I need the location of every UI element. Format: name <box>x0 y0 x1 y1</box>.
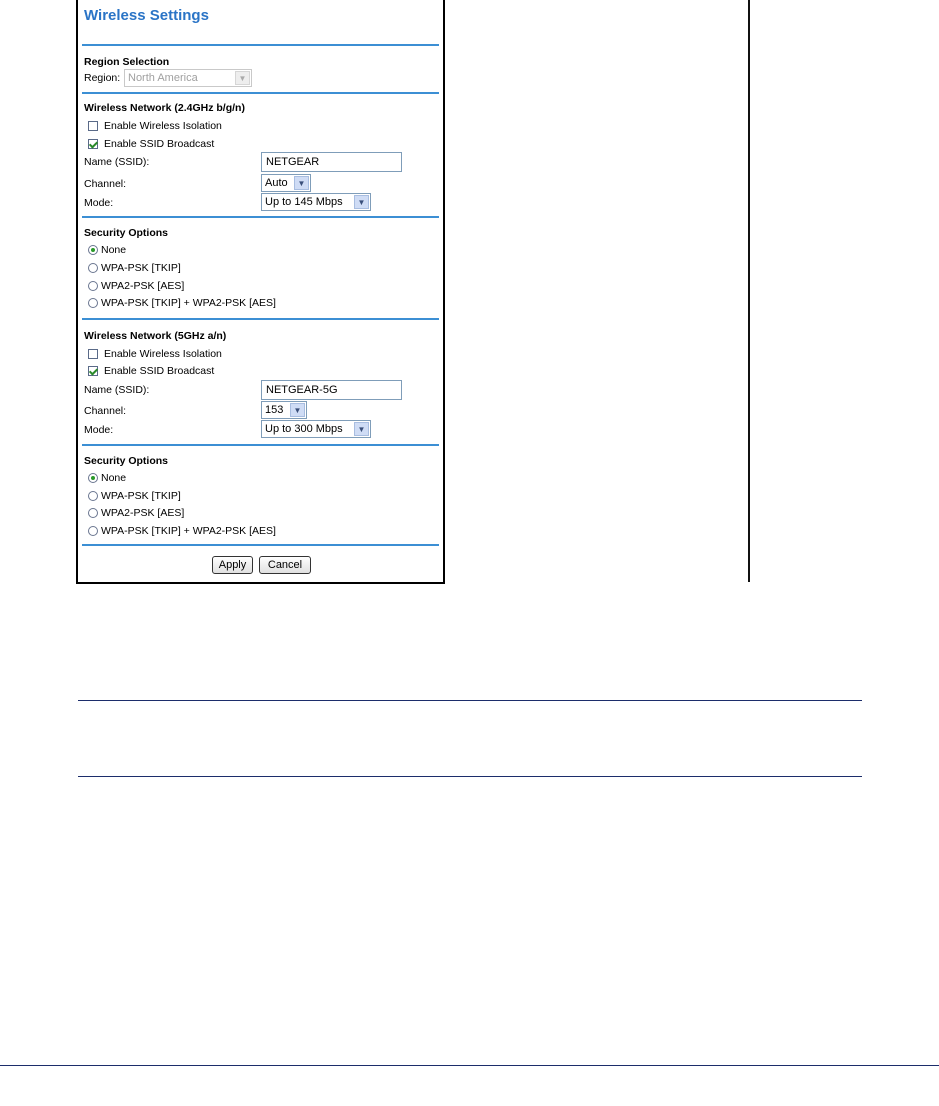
net5-ssid-input[interactable]: NETGEAR-5G <box>261 380 402 400</box>
net5-isolation-label: Enable Wireless Isolation <box>104 348 222 360</box>
net24-isolation-checkbox[interactable] <box>88 121 98 131</box>
net24-heading: Wireless Network (2.4GHz b/g/n) <box>84 102 245 114</box>
region-label: Region: <box>84 72 121 84</box>
net5-isolation-row[interactable] <box>88 348 222 360</box>
net24-mode-select[interactable] <box>261 193 371 211</box>
sec5-radio-none[interactable] <box>88 473 98 483</box>
sec24-radio-none[interactable] <box>88 245 98 255</box>
sec5-heading: Security Options <box>84 455 169 467</box>
sec5-option-label: WPA-PSK [TKIP] <box>101 490 181 502</box>
section-divider <box>82 444 439 446</box>
sec24-option-none[interactable] <box>88 244 126 256</box>
note-rule-top <box>78 700 862 701</box>
net24-isolation-row[interactable] <box>88 120 222 132</box>
chevron-down-icon: ▼ <box>354 422 369 436</box>
section-divider <box>82 216 439 218</box>
section-divider <box>82 544 439 546</box>
sec24-radio-wpa-tkip[interactable] <box>88 263 98 273</box>
sec24-radio-wpa2-aes[interactable] <box>88 281 98 291</box>
net24-broadcast-row[interactable] <box>88 138 214 150</box>
sec24-option-wpa2-aes[interactable] <box>88 280 184 292</box>
page-edge-bar <box>748 0 750 582</box>
region-select[interactable] <box>124 69 252 87</box>
section-divider <box>82 318 439 320</box>
sec5-option-label: WPA2-PSK [AES] <box>101 507 185 519</box>
net24-broadcast-checkbox[interactable] <box>88 139 98 149</box>
note-rule-bottom <box>78 776 862 777</box>
cancel-button[interactable]: Cancel <box>259 556 311 574</box>
region-select-value: North America <box>128 72 198 84</box>
net5-broadcast-label: Enable SSID Broadcast <box>104 365 215 377</box>
net5-channel-label: Channel: <box>84 405 127 417</box>
sec24-option-label: WPA2-PSK [AES] <box>101 280 185 292</box>
sec5-option-label: None <box>101 472 127 484</box>
net5-isolation-checkbox[interactable] <box>88 349 98 359</box>
net5-ssid-label: Name (SSID): <box>84 384 150 396</box>
net24-isolation-label: Enable Wireless Isolation <box>104 120 222 132</box>
apply-button[interactable]: Apply <box>212 556 253 574</box>
sec5-radio-mixed[interactable] <box>88 526 98 536</box>
sec5-option-label: WPA-PSK [TKIP] + WPA2-PSK [AES] <box>101 525 276 537</box>
chevron-down-icon: ▼ <box>294 176 309 190</box>
chevron-down-icon: ▼ <box>354 195 369 209</box>
sec24-option-mixed[interactable] <box>88 297 276 309</box>
chevron-down-icon: ▼ <box>290 403 305 417</box>
sec5-radio-wpa-tkip[interactable] <box>88 491 98 501</box>
net5-mode-value: Up to 300 Mbps <box>265 423 343 435</box>
net5-mode-label: Mode: <box>84 424 114 436</box>
section-divider <box>82 92 439 94</box>
sec24-option-wpa-tkip[interactable] <box>88 262 181 274</box>
net24-channel-select[interactable] <box>261 174 311 192</box>
net24-channel-label: Channel: <box>84 178 127 190</box>
sec5-option-mixed[interactable] <box>88 525 276 537</box>
net5-heading: Wireless Network (5GHz a/n) <box>84 330 227 342</box>
wireless-settings-panel <box>76 0 445 584</box>
net5-channel-select[interactable] <box>261 401 307 419</box>
net5-mode-select[interactable] <box>261 420 371 438</box>
net24-mode-label: Mode: <box>84 197 114 209</box>
sec24-heading: Security Options <box>84 227 169 239</box>
sec24-option-label: None <box>101 244 127 256</box>
region-heading: Region Selection <box>84 56 170 68</box>
sec5-option-none[interactable] <box>88 472 126 484</box>
sec24-option-label: WPA-PSK [TKIP] <box>101 262 181 274</box>
net24-ssid-label: Name (SSID): <box>84 156 150 168</box>
net24-broadcast-label: Enable SSID Broadcast <box>104 138 215 150</box>
sec5-option-wpa-tkip[interactable] <box>88 490 181 502</box>
net5-broadcast-row[interactable] <box>88 365 214 377</box>
net5-channel-value: 153 <box>265 404 284 416</box>
section-divider <box>82 44 439 46</box>
sec5-radio-wpa2-aes[interactable] <box>88 508 98 518</box>
net24-ssid-input[interactable]: NETGEAR <box>261 152 402 172</box>
net24-mode-value: Up to 145 Mbps <box>265 196 343 208</box>
sec24-radio-mixed[interactable] <box>88 298 98 308</box>
net24-channel-value: Auto <box>265 177 288 189</box>
sec24-option-label: WPA-PSK [TKIP] + WPA2-PSK [AES] <box>101 297 276 309</box>
sec5-option-wpa2-aes[interactable] <box>88 507 184 519</box>
footer-rule <box>0 1065 939 1066</box>
page-title: Wireless Settings <box>84 7 209 24</box>
chevron-down-icon: ▼ <box>235 71 250 85</box>
net5-broadcast-checkbox[interactable] <box>88 366 98 376</box>
